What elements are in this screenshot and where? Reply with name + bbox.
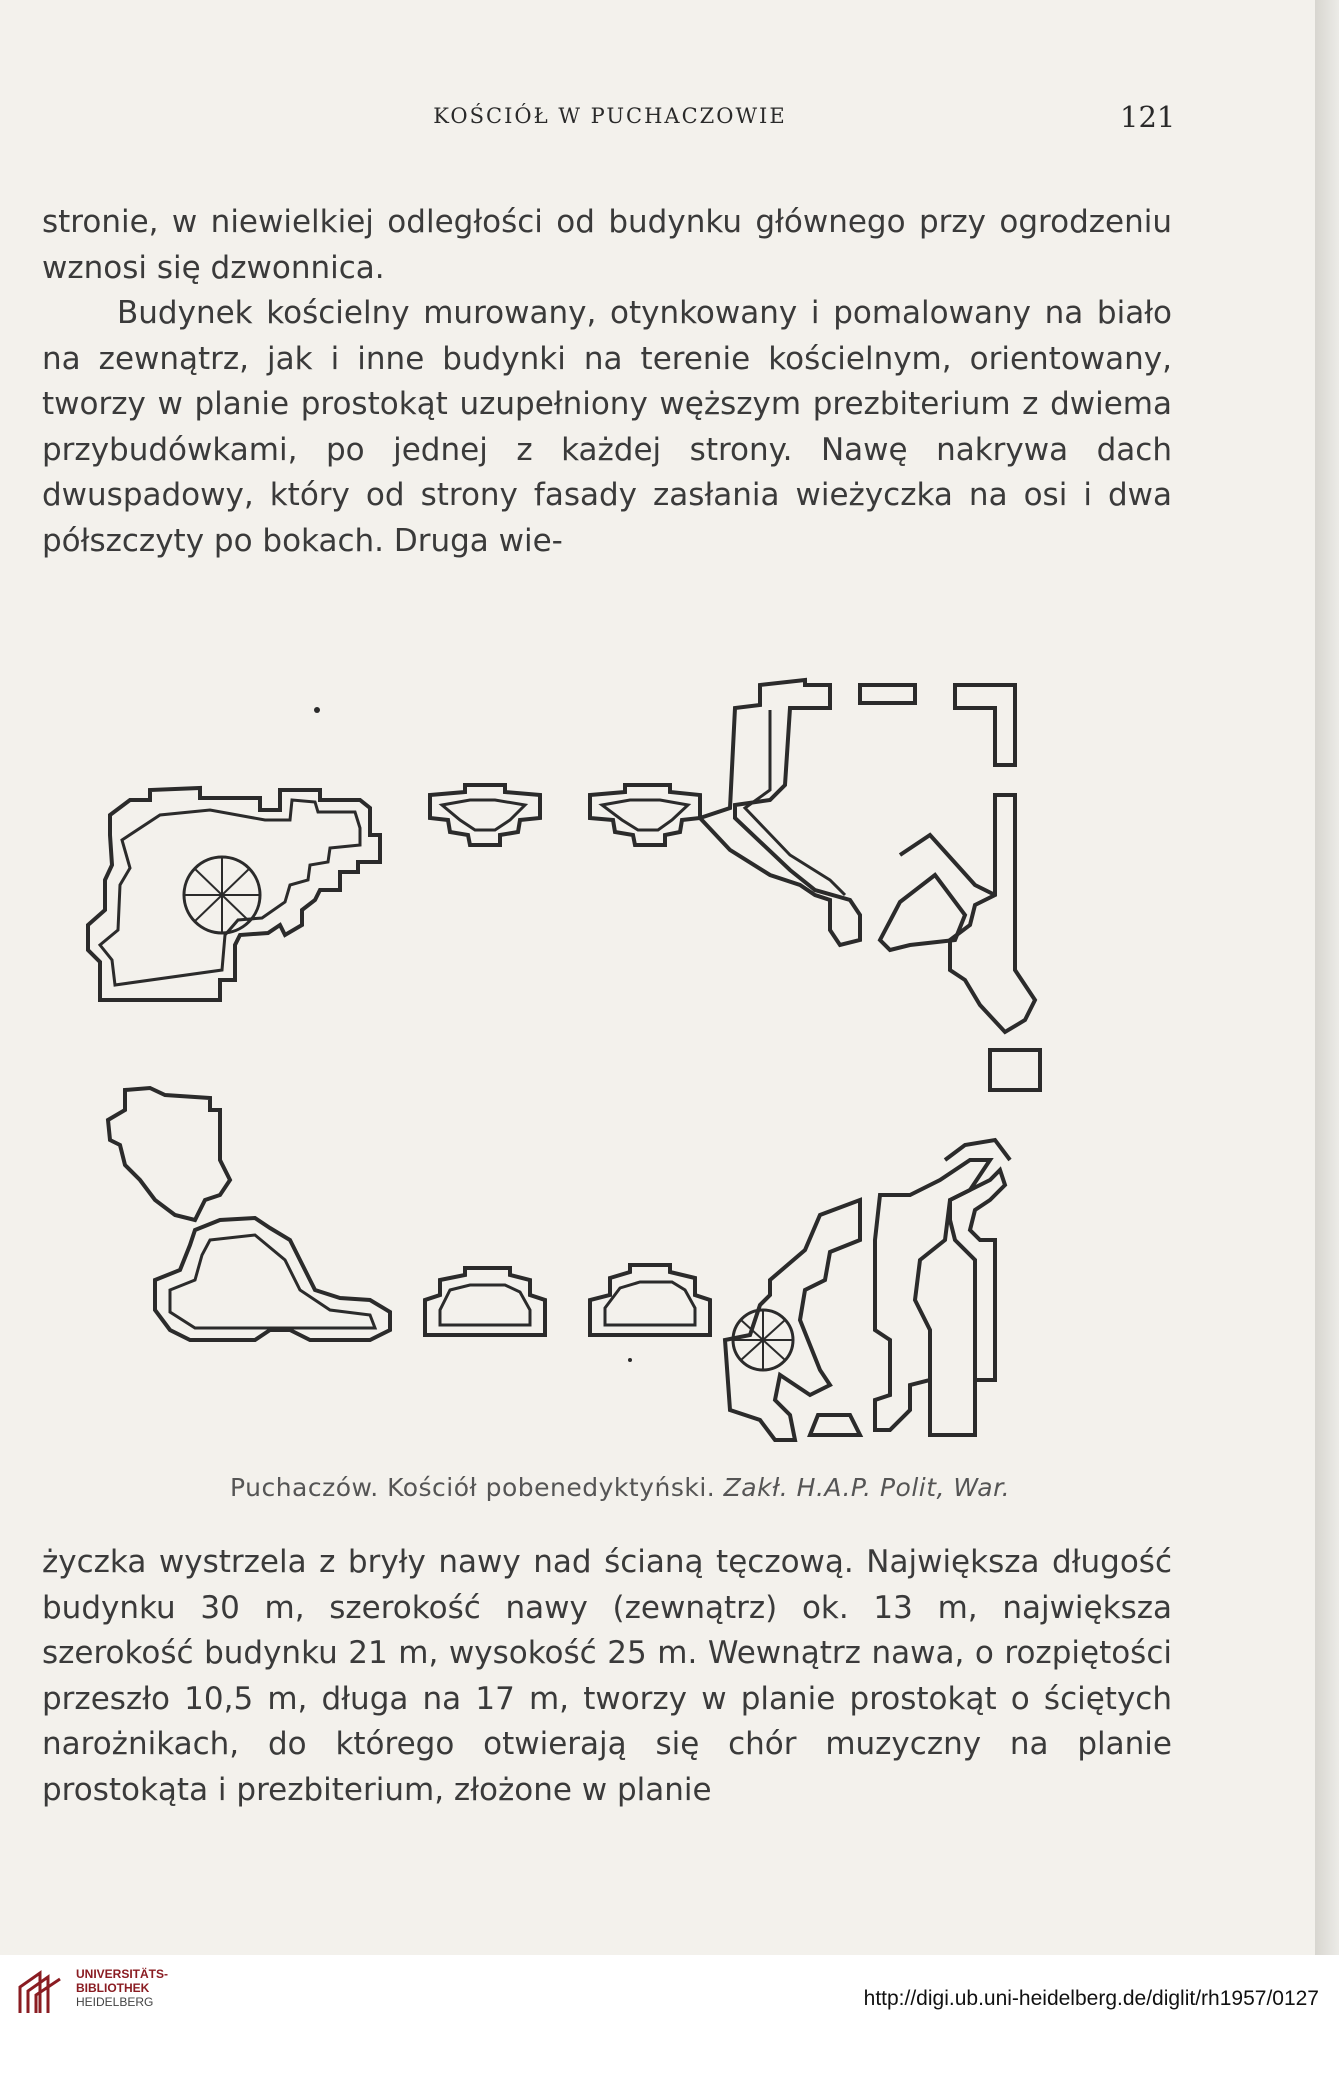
running-title: KOŚCIÓŁ W PUCHACZOWIE bbox=[433, 104, 787, 128]
footer-bar bbox=[0, 1955, 1339, 2078]
paragraph: stronie, w niewielkiej odległości od budynku głównego przy ogrodzeniu wznosi się dzwonnica. bbox=[42, 204, 1172, 286]
page-header bbox=[0, 100, 1315, 140]
plan-pier-upper-1-inner bbox=[442, 800, 525, 830]
paragraph: życzka wystrzela z bryły nawy nad ścianą tęczową. Największa długość budynku 30 m, szerokość nawy (zewnątrz) ok. 13 m, największa szerokość budynku 21 m, wysokość 25 m. Wewnątrz nawa, o rozpiętości przeszło 10,5 m, długa na 17 m, tworzy w planie prostokąt o ściętych narożnikach, do którego otwierają się chór muzyczny na planie prostokąta i prezbiterium, złożone w planie bbox=[42, 1544, 1172, 1808]
paragraph: Budynek kościelny murowany, otynkowany i pomalowany na biało na zewnątrz, jak i inne budynki na terenie kościelnym, orientowany, tworzy w planie prostokąt uzupełniony węższym prezbiterium z dwiema przybudówkami, po jednej z każdej strony. Nawę nakrywa dach dwuspadowy, który od strony fasady zasłania wieżyczka na osi i dwa półszczyty po bokach. Druga wie- bbox=[42, 295, 1172, 559]
plan-pier-lower-1-inner bbox=[440, 1285, 530, 1325]
plan-wall-lower-right-edge bbox=[930, 1380, 975, 1435]
spiral-stair-treads bbox=[184, 857, 260, 933]
plan-window-right bbox=[990, 1050, 1040, 1090]
source-url[interactable]: http://digi.ub.uni-heidelberg.de/diglit/rh1957/0127 bbox=[863, 1987, 1319, 2010]
plan-wall-lower-right-3 bbox=[950, 1170, 1005, 1380]
figure-caption bbox=[100, 1473, 1140, 1502]
library-logo-icon bbox=[14, 1967, 66, 2019]
plan-pier-upper-2 bbox=[590, 785, 700, 845]
plan-small-trapezoid bbox=[810, 1415, 860, 1435]
plan-wall-upper-right-corner bbox=[955, 685, 1015, 765]
plan-wall-lower-left-2-inner bbox=[170, 1235, 375, 1328]
plan-wall-lower-left bbox=[108, 1088, 230, 1220]
plan-wall-upper-right bbox=[700, 680, 860, 945]
plan-specks bbox=[314, 707, 632, 1362]
plan-wall-lower-right-2 bbox=[875, 1160, 990, 1430]
plan-wall-right-wedge bbox=[900, 835, 995, 895]
body-text-top bbox=[42, 200, 1172, 564]
plan-window-upper bbox=[860, 685, 915, 703]
body-text-bottom bbox=[42, 1540, 1172, 1813]
plan-annex-right bbox=[880, 875, 965, 950]
plan-wall-lower-left-2 bbox=[155, 1218, 390, 1340]
church-floor-plan bbox=[70, 640, 1170, 1460]
plan-wall-upper-left-inner bbox=[100, 800, 360, 985]
page-edge-shadow bbox=[1315, 0, 1339, 1955]
plan-wall-lower-right bbox=[725, 1200, 860, 1440]
library-logo-text: UNIVERSITÄTS- BIBLIOTHEK HEIDELBERG bbox=[76, 1967, 169, 2009]
plan-pier-lower-2-inner bbox=[605, 1282, 695, 1325]
caption-text: Puchaczów. Kościół pobenedyktyński. bbox=[229, 1473, 716, 1502]
caption-credit: Zakł. H.A.P. Polit, War. bbox=[723, 1473, 1011, 1502]
plan-pier-upper-1 bbox=[430, 785, 540, 845]
page-number: 121 bbox=[1120, 100, 1176, 134]
plan-wall-lower-right-4 bbox=[945, 1140, 1010, 1160]
